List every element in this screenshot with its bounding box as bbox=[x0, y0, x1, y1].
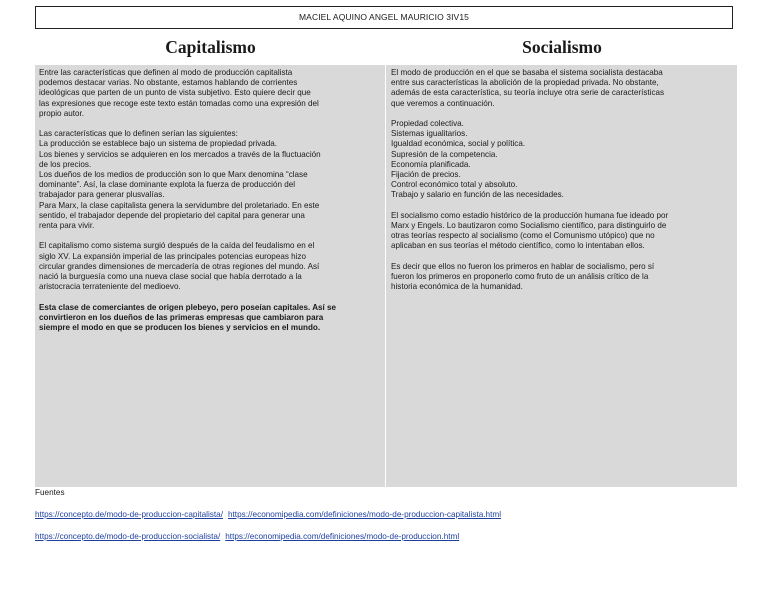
socialismo-characteristics bbox=[391, 119, 733, 201]
socialismo-history bbox=[391, 211, 733, 252]
text-line: las expresiones que recoge este texto están tomadas como una expresión del bbox=[39, 98, 319, 108]
sources-row bbox=[35, 531, 459, 542]
text-line: Trabajo y salario en función de las necesidades. bbox=[391, 190, 564, 200]
text-line: Las características que lo definen serían las siguientes: bbox=[39, 129, 238, 139]
text-line: La producción se establece bajo un sistema de propiedad privada. bbox=[39, 139, 278, 149]
text-line: renta para vivir. bbox=[39, 221, 95, 231]
text-line: Supresión de la competencia. bbox=[391, 149, 498, 159]
text-line: aplicaban en sus teorías el método científico, como lo intentaban ellos. bbox=[391, 241, 645, 251]
capitalismo-cell bbox=[35, 65, 386, 487]
text-line: Propiedad colectiva. bbox=[391, 119, 464, 128]
text-line: circular grandes dimensiones de mercadería de otras regiones del mundo. Así bbox=[39, 261, 320, 271]
text-line: entre sus características la abolición de la propiedad privada. No obstante, bbox=[391, 78, 659, 88]
text-line: trabajador para generar plusvalías. bbox=[39, 190, 165, 200]
capitalismo-characteristics bbox=[39, 129, 381, 231]
text-line: siglo XV. La expansión imperial de las principales potencias europeas hizo bbox=[39, 251, 306, 261]
text-line: Para Marx, la clase capitalista genera la servidumbre del proletariado. En este bbox=[39, 200, 320, 210]
text-line: Es decir que ellos no fueron los primeros en hablar de socialismo, pero sí bbox=[391, 261, 655, 271]
text-line: dominante”. Así, la clase dominante explota la fuerza de producción del bbox=[39, 180, 296, 190]
text-line: El capitalismo como sistema surgió después de la caída del feudalismo en el bbox=[39, 241, 315, 251]
text-line: de los precios. bbox=[39, 159, 92, 169]
text-line: El socialismo como estadio histórico de la producción humana fue ideado por bbox=[391, 210, 669, 220]
text-line: que veremos a continuación. bbox=[391, 98, 495, 108]
source-link-concepto-socialista[interactable]: https://concepto.de/modo-de-produccion-socialista/ bbox=[35, 532, 221, 541]
source-link-concepto-capitalista[interactable]: https://concepto.de/modo-de-produccion-capitalista/ bbox=[35, 510, 223, 519]
capitalismo-history bbox=[39, 241, 381, 292]
capitalismo-title: Capitalismo bbox=[165, 37, 256, 57]
text-line: aristocracia terrateniente del medioevo. bbox=[39, 282, 181, 292]
text-line: Igualdad económica, social y política. bbox=[391, 139, 526, 149]
text-line: Esta clase de comerciantes de origen plebeyo, pero poseían capitales. Así se bbox=[39, 302, 337, 312]
text-line: sentido, el trabajador depende del propietario del capital para generar una bbox=[39, 210, 305, 220]
text-line: ideológicas que parten de un punto de vista subjetivo. Esto quiere decir que bbox=[39, 88, 311, 98]
text-line: podemos destacar varias. No obstante, estamos hablando de corrientes bbox=[39, 78, 298, 88]
sources-label: Fuentes bbox=[35, 488, 65, 497]
text-line: fueron los primeros en proponerlo como fruto de un análisis crítico de la bbox=[391, 272, 649, 282]
text-line: Sistemas igualitarios. bbox=[391, 129, 468, 139]
text-line: Entre las características que definen al modo de producción capitalista bbox=[39, 68, 293, 77]
capitalismo-bold-paragraph bbox=[39, 303, 381, 334]
author-header: MACIEL AQUINO ANGEL MAURICIO 3IV15 bbox=[35, 6, 733, 29]
text-line: Fijación de precios. bbox=[391, 170, 461, 180]
comparison-table bbox=[35, 65, 737, 487]
source-link-economipedia-capitalista[interactable]: https://economipedia.com/definiciones/modo-de-produccion-capitalista.html bbox=[227, 510, 502, 519]
text-line: Economía planificada. bbox=[391, 159, 471, 169]
text-line: siempre el modo en que se producen los bienes y servicios en el mundo. bbox=[39, 323, 321, 333]
text-line: convirtieron en los dueños de las primeras empresas que cambiaron para bbox=[39, 312, 324, 322]
text-line: Los dueños de los medios de producción son lo que Marx denomina “clase bbox=[39, 170, 308, 180]
socialismo-intro bbox=[391, 68, 733, 109]
socialismo-closing bbox=[391, 262, 733, 293]
text-line: nació la burguesía como una nueva clase social que había derrotado a la bbox=[39, 272, 302, 282]
text-line: El modo de producción en el que se basaba el sistema socialista destacaba bbox=[391, 68, 663, 77]
text-line: Control económico total y absoluto. bbox=[391, 180, 518, 190]
socialismo-cell bbox=[387, 65, 737, 487]
sources-row bbox=[35, 509, 501, 520]
text-line: Los bienes y servicios se adquieren en los mercados a través de la fluctuación bbox=[39, 149, 321, 159]
text-line: Marx y Engels. Lo bautizaron como Socialismo científico, para distinguirlo de bbox=[391, 221, 667, 231]
text-line: además de esta característica, su teoría incluye otra serie de características bbox=[391, 88, 665, 98]
source-link-economipedia-produccion[interactable]: https://economipedia.com/definiciones/modo-de-produccion.html bbox=[225, 532, 460, 541]
socialismo-title: Socialismo bbox=[522, 37, 602, 57]
capitalismo-intro bbox=[39, 68, 381, 119]
text-line: historia económica de la humanidad. bbox=[391, 282, 523, 292]
text-line: otras teorías respecto al socialismo (como el Comunismo utópico) que no bbox=[391, 231, 655, 241]
text-line: propio autor. bbox=[39, 108, 84, 118]
